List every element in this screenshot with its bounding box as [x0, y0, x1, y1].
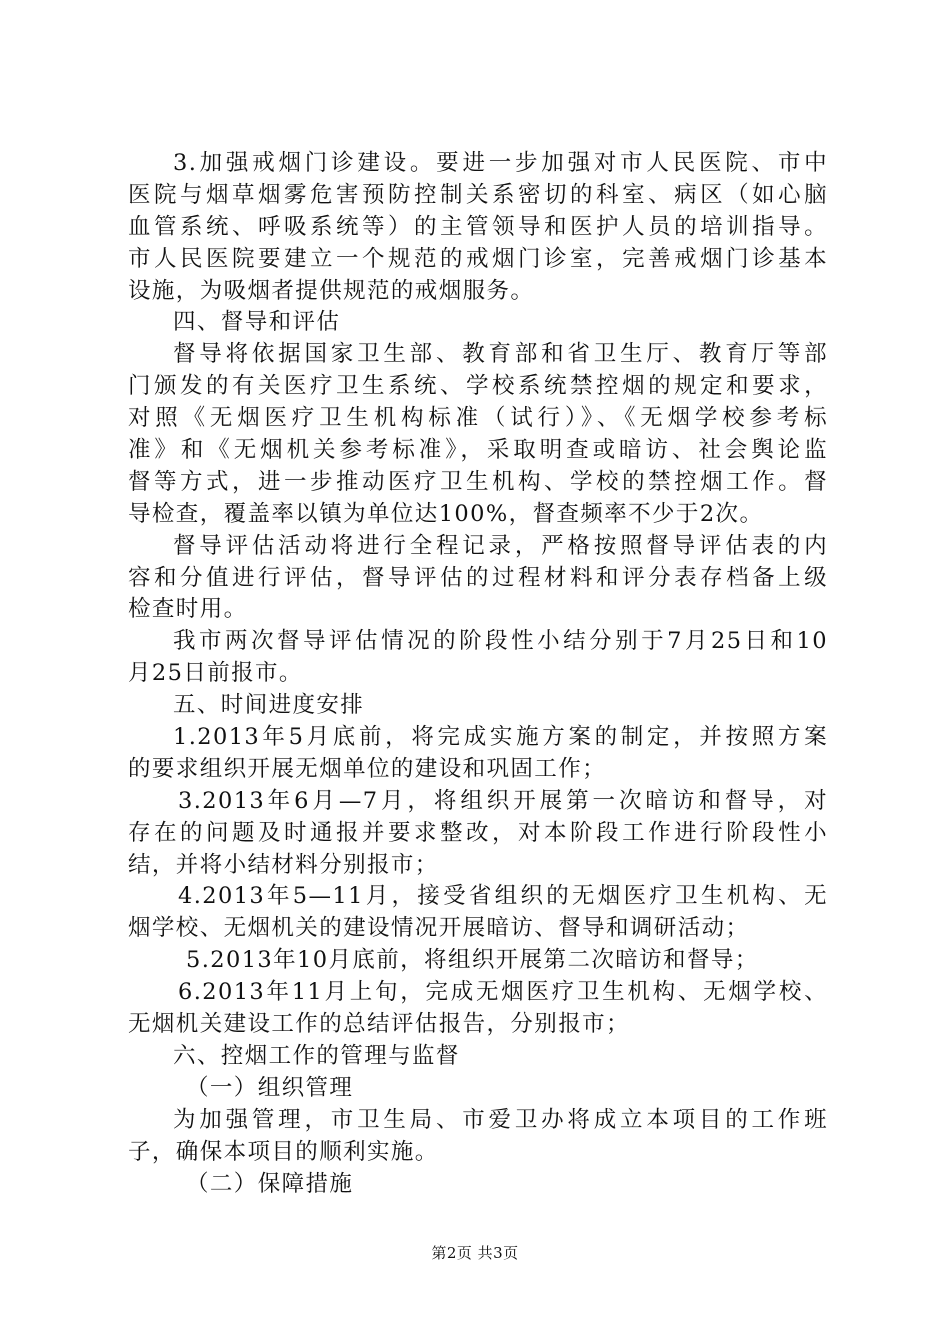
- section-heading: 四、督导和评估: [173, 309, 341, 336]
- paragraph-line: 无烟机关建设工作的总结评估报告，分别报市；: [128, 1011, 630, 1038]
- paragraph-line: 1.2013年5月底前，将完成实施方案的制定，并按照方案: [173, 724, 828, 751]
- paragraph-line: 3.加强戒烟门诊建设。要进一步加强对市人民医院、市中: [173, 150, 828, 176]
- paragraph-line: 门颁发的有关医疗卫生系统、学校系统禁控烟的规定和要求，: [128, 373, 828, 400]
- paragraph-line: 为加强管理，市卫生局、市爱卫办将成立本项目的工作班: [173, 1106, 828, 1133]
- paragraph-line: 市人民医院要建立一个规范的戒烟门诊室，完善戒烟门诊基本: [128, 245, 828, 272]
- section-heading: 六、控烟工作的管理与监督: [173, 1042, 460, 1069]
- paragraph-line: 容和分值进行评估，督导评估的过程材料和评分表存档备上级: [128, 564, 828, 591]
- paragraph-line: 准》和《无烟机关参考标准》，采取明查或暗访、社会舆论监: [128, 437, 828, 464]
- paragraph-line: 我市两次督导评估情况的阶段性小结分别于7月25日和10: [173, 628, 828, 655]
- paragraph-line: 导检查，覆盖率以镇为单位达100%，督查频率不少于2次。: [128, 500, 764, 527]
- paragraph-line: 月25日前报市。: [128, 660, 303, 687]
- paragraph-line: 督导将依据国家卫生部、教育部和省卫生厅、教育厅等部: [173, 341, 828, 368]
- paragraph-line: 设施，为吸烟者提供规范的戒烟服务。: [128, 277, 535, 304]
- paragraph-line: 4.2013年5—11月，接受省组织的无烟医疗卫生机构、无: [178, 883, 828, 910]
- paragraph-line: 烟学校、无烟机关的建设情况开展暗访、督导和调研活动；: [128, 915, 750, 942]
- paragraph-line: 子，确保本项目的顺利实施。: [128, 1138, 439, 1165]
- paragraph-line: 检查时用。: [128, 596, 248, 623]
- page-number-footer: 第2页 共3页: [431, 1244, 519, 1262]
- paragraph-line: 存在的问题及时通报并要求整改，对本阶段工作进行阶段性小: [128, 819, 828, 846]
- document-body: [128, 148, 828, 1200]
- paragraph-line: 的要求组织开展无烟单位的建设和巩固工作；: [128, 755, 607, 782]
- paragraph-line: 5.2013年10月底前，将组织开展第二次暗访和督导；: [186, 947, 759, 974]
- paragraph-line: 3.2013年6月—7月，将组织开展第一次暗访和督导，对: [178, 787, 828, 814]
- paragraph-line: 督导评估活动将进行全程记录，严格按照督导评估表的内: [173, 532, 828, 559]
- paragraph-line: 医院与烟草烟雾危害预防控制关系密切的科室、病区（如心脑: [128, 181, 828, 208]
- paragraph-line: 结，并将小结材料分别报市；: [128, 851, 439, 878]
- paragraph-line: 6.2013年11月上旬，完成无烟医疗卫生机构、无烟学校、: [178, 979, 828, 1006]
- paragraph-line: 血管系统、呼吸系统等）的主管领导和医护人员的培训指导。: [128, 213, 828, 240]
- paragraph-line: 督等方式，进一步推动医疗卫生机构、学校的禁控烟工作。督: [128, 468, 828, 495]
- paragraph-line: 对照《无烟医疗卫生机构标准（试行）》、《无烟学校参考标: [128, 405, 828, 432]
- subsection-heading: （二）保障措施: [186, 1170, 354, 1197]
- subsection-heading: （一）组织管理: [186, 1074, 354, 1101]
- section-heading: 五、时间进度安排: [173, 692, 365, 719]
